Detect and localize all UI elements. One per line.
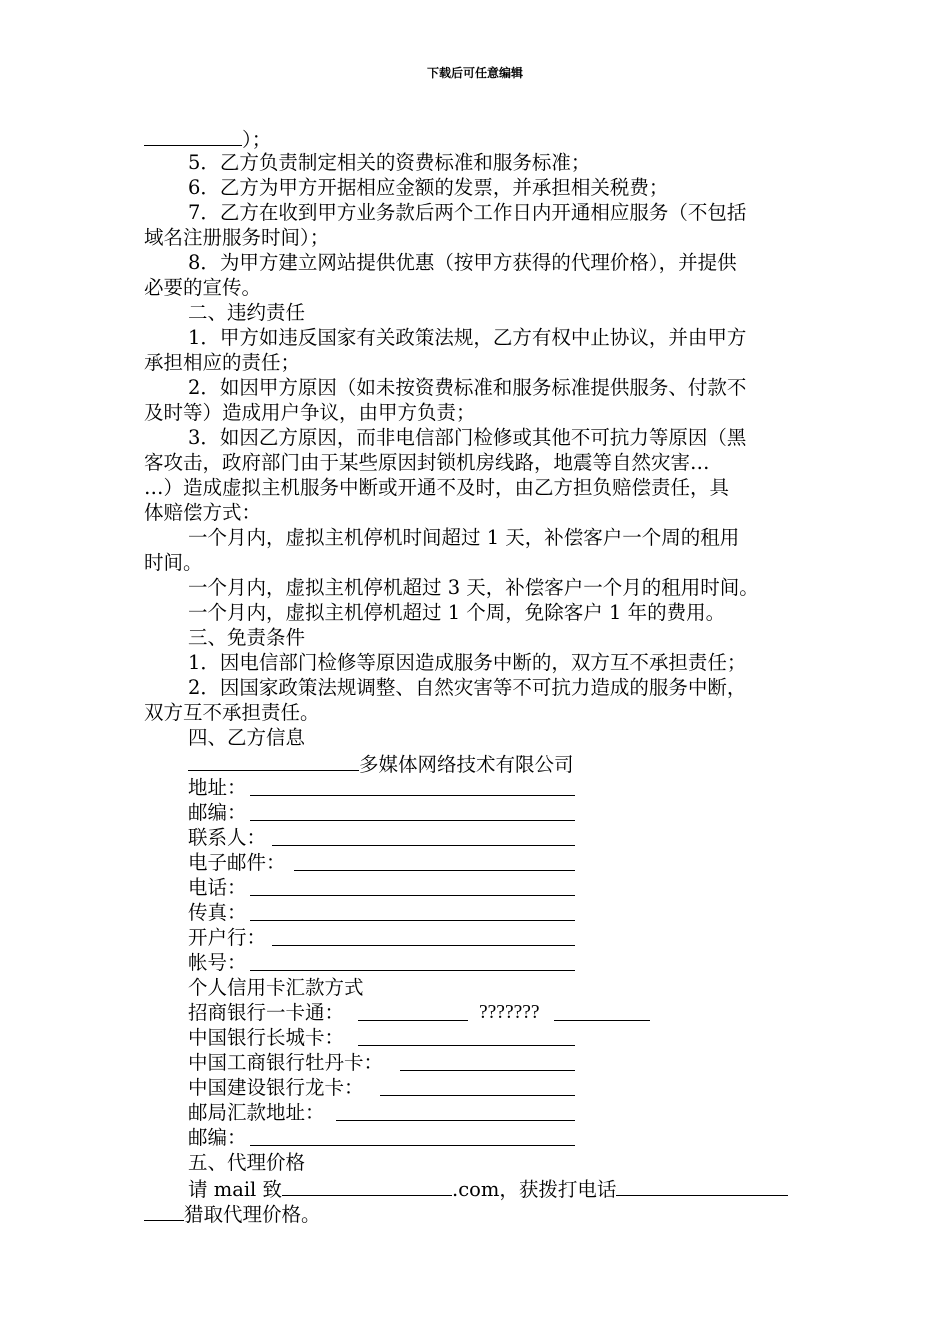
field-account: 帐号： xyxy=(144,950,809,975)
section-heading: 五、代理价格 xyxy=(188,1151,306,1174)
blank-underline xyxy=(250,895,575,896)
field-contact: 联系人： xyxy=(144,825,809,850)
blank-underline xyxy=(554,1020,650,1021)
blank-underline xyxy=(358,1020,468,1021)
text-line: 6．乙方为甲方开据相应金额的发票，并承担相关税费； xyxy=(188,176,669,199)
section-heading: 二、违约责任 xyxy=(188,301,306,324)
text-line: 请 mail 致 .com，获拨打电话 xyxy=(144,1175,809,1200)
text-line: 客攻击，政府部门由于某些原因封锁机房线路，地震等自然灾害… xyxy=(144,451,710,474)
blank-underline xyxy=(250,1145,575,1146)
text-line: 2．如因甲方原因（如未按资费标准和服务标准提供服务、付款不 xyxy=(188,376,747,399)
text-line: 体赔偿方式： xyxy=(144,501,262,524)
field-phone: 电话： xyxy=(144,875,809,900)
field-ccb-card: 中国建设银行龙卡： xyxy=(144,1075,809,1100)
field-icbc-card: 中国工商银行牡丹卡： xyxy=(144,1050,809,1075)
section-heading: 三、免责条件 xyxy=(188,626,306,649)
blank-underline xyxy=(144,1200,184,1221)
text-line: 5．乙方负责制定相关的资费标准和服务标准； xyxy=(188,151,591,174)
text-line: 1．甲方如违反国家有关政策法规，乙方有权中止协议，并由甲方 xyxy=(188,326,747,349)
text-line: 一个月内，虚拟主机停机超过 1 个周，免除客户 1 年的费用。 xyxy=(188,601,726,624)
text-line: 一个月内，虚拟主机停机时间超过 1 天，补偿客户一个周的租用 xyxy=(188,526,740,549)
blank-underline xyxy=(616,1175,788,1196)
field-fax: 传真： xyxy=(144,900,809,925)
page-header: 下载后可任意编辑 xyxy=(426,66,523,80)
text-line: 2．因国家政策法规调整、自然灾害等不可抗力造成的服务中断， xyxy=(188,676,747,699)
field-post-address: 邮局汇款地址： xyxy=(144,1100,809,1125)
blank-underline xyxy=(358,1045,575,1046)
text-line: 8．为甲方建立网站提供优惠（按甲方获得的代理价格），并提供 xyxy=(188,251,737,274)
text-line: 1．因电信部门检修等原因造成服务中断的，双方互不承担责任； xyxy=(188,651,747,674)
blank-underline xyxy=(250,820,575,821)
field-cmb-card: 招商银行一卡通： ??????? xyxy=(144,1000,809,1025)
company-name-line: 多媒体网络技术有限公司 xyxy=(144,750,809,775)
blank-underline xyxy=(336,1120,575,1121)
text-line: 猎取代理价格。 xyxy=(144,1200,809,1225)
text-line: 必要的宣传。 xyxy=(144,276,262,299)
field-post-postcode: 邮编： xyxy=(144,1125,809,1150)
text-line: 7．乙方在收到甲方业务款后两个工作日内开通相应服务（不包括 xyxy=(188,201,747,224)
blank-underline xyxy=(400,1070,575,1071)
blank-underline xyxy=(144,125,242,146)
field-boc-card: 中国银行长城卡： xyxy=(144,1025,809,1050)
blank-underline xyxy=(250,970,575,971)
text-line: 一个月内，虚拟主机停机超过 3 天，补偿客户一个月的租用时间。 xyxy=(188,576,759,599)
text-line: 及时等）造成用户争议，由甲方负责； xyxy=(144,401,476,424)
field-address: 地址： xyxy=(144,775,809,800)
text-line: 时间。 xyxy=(144,551,203,574)
field-bank: 开户行： xyxy=(144,925,809,950)
blank-underline xyxy=(294,870,575,871)
blank-underline xyxy=(380,1095,575,1096)
blank-underline xyxy=(188,750,359,771)
blank-underline xyxy=(250,920,575,921)
text-line: ）； xyxy=(144,125,809,150)
text-line: 承担相应的责任； xyxy=(144,351,301,374)
text-line: 域名注册服务时间）； xyxy=(144,226,330,249)
document-body xyxy=(144,125,809,1225)
section-heading: 四、乙方信息 xyxy=(188,726,306,749)
blank-underline xyxy=(272,945,575,946)
text-line: 3．如因乙方原因，而非电信部门检修或其他不可抗力等原因（黑 xyxy=(188,426,747,449)
blank-underline xyxy=(250,795,575,796)
blank-underline xyxy=(282,1175,452,1196)
text-line: 双方互不承担责任。 xyxy=(144,701,320,724)
subsection-heading: 个人信用卡汇款方式 xyxy=(188,976,364,999)
field-email: 电子邮件： xyxy=(144,850,809,875)
text-line: …）造成虚拟主机服务中断或开通不及时，由乙方担负赔偿责任，具 xyxy=(144,476,730,499)
blank-underline xyxy=(272,845,575,846)
field-postcode: 邮编： xyxy=(144,800,809,825)
